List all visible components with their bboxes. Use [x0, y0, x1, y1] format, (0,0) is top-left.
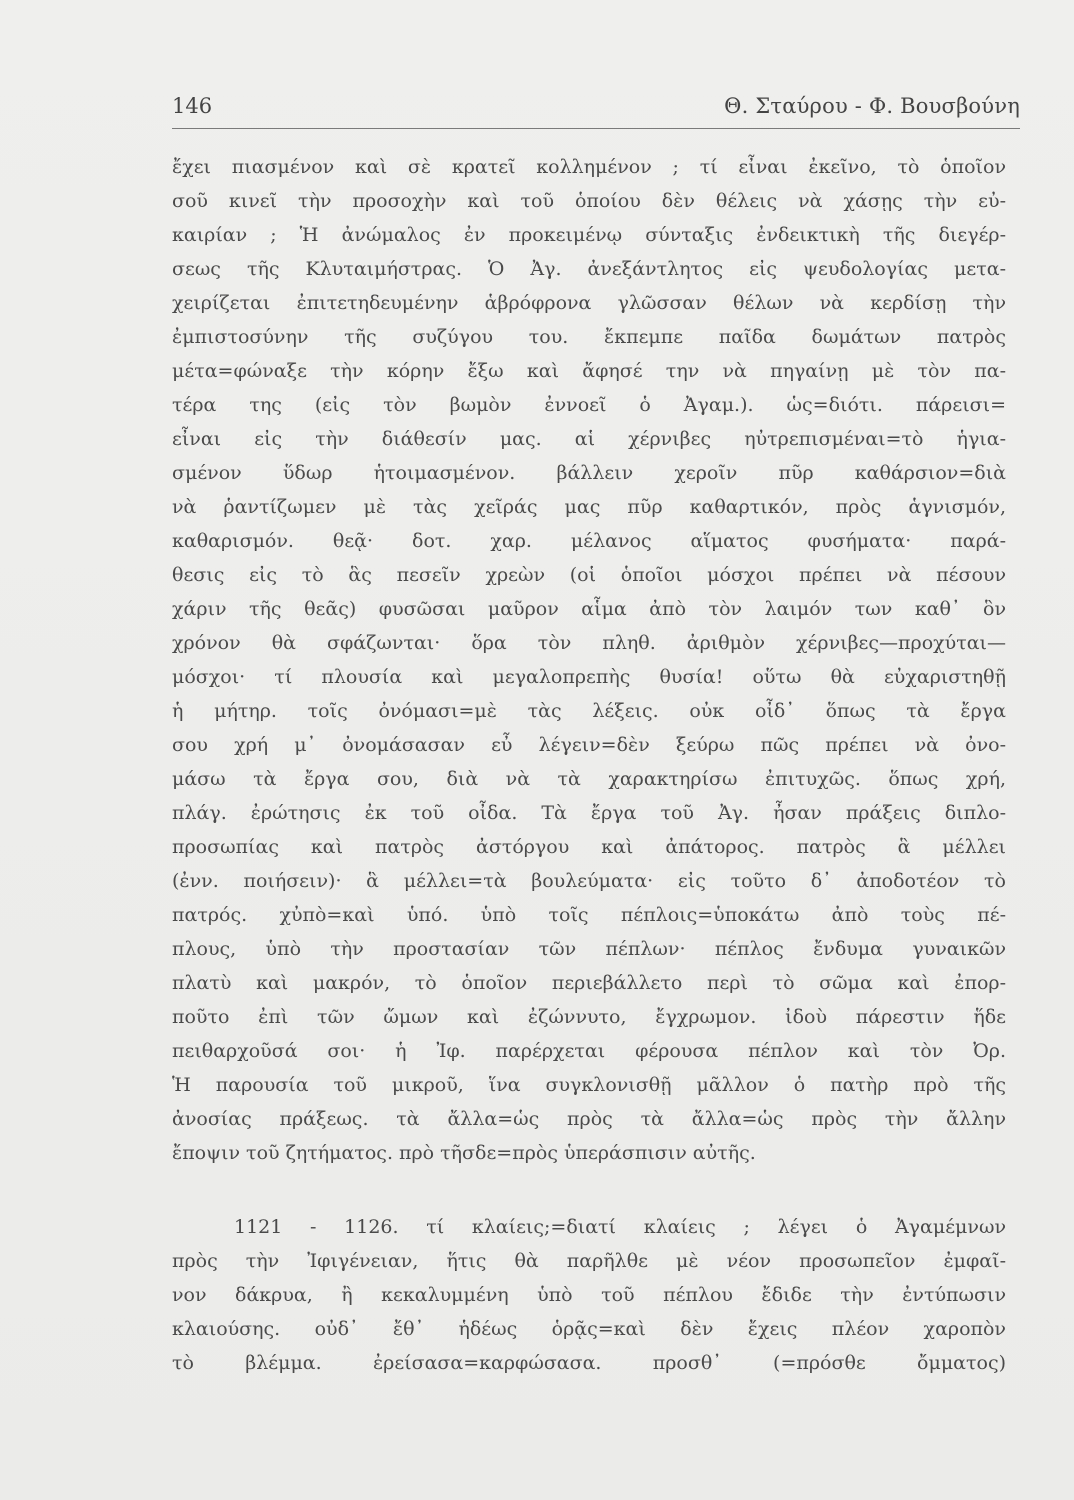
- text-line: νον δάκρυα, ἢ κεκαλυμμένη ὑπὸ τοῦ πέπλου ἔδιδε τὴν ἐντύπωσιν: [172, 1284, 1006, 1306]
- text-line: (ἐνν. ποιήσειν)· ἃ μέλλει=τὰ βουλεύματα· εἰς τοῦτο δ᾽ ἀποδοτέον τὸ: [172, 870, 1006, 892]
- text-line: εἶναι εἰς τὴν διάθεσίν μας. αἱ χέρνιβες ηὐτρεπισμέναι=τὸ ἡγια-: [172, 428, 1006, 450]
- text-line: σμένον ὕδωρ ἡτοιμασμένον. βάλλειν χεροῖν πῦρ καθάρσιον=διὰ: [172, 462, 1006, 484]
- text-line: πλατὺ καὶ μακρόν, τὸ ὁποῖον περιεβάλλετο περὶ τὸ σῶμα καὶ ἐπορ-: [172, 972, 1006, 994]
- text-line: ἔχει πιασμένον καὶ σὲ κρατεῖ κολλημένον ; τί εἶναι ἐκεῖνο, τὸ ὁποῖον: [172, 156, 1006, 178]
- text-line: πλάγ. ἐρώτησις ἐκ τοῦ οἶδα. Τὰ ἔργα τοῦ Ἀγ. ἦσαν πράξεις διπλο-: [172, 802, 1006, 824]
- text-line: προσωπίας καὶ πατρὸς ἀστόργου καὶ ἀπάτορος. πατρὸς ἃ μέλλει: [172, 836, 1006, 858]
- text-line: Ἡ παρουσία τοῦ μικροῦ, ἵνα συγκλονισθῇ μᾶλλον ὁ πατὴρ πρὸ τῆς: [172, 1074, 1006, 1096]
- text-line: κλαιούσης. οὐδ᾽ ἔθ᾽ ἡδέως ὁρᾷς=καὶ δὲν ἔχεις πλέον χαροπὸν: [172, 1318, 1006, 1340]
- running-head: Θ. Σταύρου - Φ. Βουσβούνη: [724, 94, 1020, 118]
- text-line: μέτα=φώναξε τὴν κόρην ἔξω καὶ ἄφησέ την νὰ πηγαίνῃ μὲ τὸν πα-: [172, 360, 1006, 382]
- text-line: νὰ ῥαντίζωμεν μὲ τὰς χεῖράς μας πῦρ καθαρτικόν, πρὸς ἁγνισμόν,: [172, 496, 1006, 518]
- text-line: πλους, ὑπὸ τὴν προστασίαν τῶν πέπλων· πέπλος ἔνδυμα γυναικῶν: [172, 938, 1006, 960]
- text-line: χρόνον θὰ σφάζωνται· ὅρα τὸν πληθ. ἀριθμὸν χέρνιβες—προχύται—: [172, 632, 1006, 654]
- text-line: τὸ βλέμμα. ἐρείσασα=καρφώσασα. προσθ᾽ (=πρόσθε ὄμματος): [172, 1352, 1006, 1374]
- text-line: πατρός. χὐπὸ=καὶ ὑπό. ὑπὸ τοῖς πέπλοις=ὑποκάτω ἀπὸ τοὺς πέ-: [172, 904, 1006, 926]
- text-line: σου χρή μ᾽ ὀνομάσασαν εὖ λέγειν=δὲν ξεύρω πῶς πρέπει νὰ ὀνο-: [172, 734, 1006, 756]
- text-line: ἡ μήτηρ. τοῖς ὀνόμασι=μὲ τὰς λέξεις. οὐκ οἶδ᾽ ὅπως τὰ ἔργα: [172, 700, 1006, 722]
- page-number: 146: [172, 94, 213, 118]
- commentary-paragraph: [172, 150, 1006, 1170]
- text-line: πειθαρχοῦσά σοι· ἡ Ἰφ. παρέρχεται φέρουσα πέπλον καὶ τὸν Ὀρ.: [172, 1040, 1006, 1062]
- text-line: ἐμπιστοσύνην τῆς συζύγου του. ἔκπεμπε παῖδα δωμάτων πατρὸς: [172, 326, 1006, 348]
- text-line: σοῦ κινεῖ τὴν προσοχὴν καὶ τοῦ ὁποίου δὲν θέλεις νὰ χάσῃς τὴν εὐ-: [172, 190, 1006, 212]
- text-line: 1121 - 1126. τί κλαίεις;=διατί κλαίεις ; λέγει ὁ Ἀγαμέμνων: [234, 1216, 1006, 1238]
- text-line: σεως τῆς Κλυταιμήστρας. Ὁ Ἀγ. ἀνεξάντλητος εἰς ψευδολογίας μετα-: [172, 258, 1006, 280]
- text-line: μόσχοι· τί πλουσία καὶ μεγαλοπρεπὴς θυσία! οὕτω θὰ εὐχαριστηθῇ: [172, 666, 1006, 688]
- text-line: χειρίζεται ἐπιτετηδευμένην ἁβρόφρονα γλῶσσαν θέλων νὰ κερδίσῃ τὴν: [172, 292, 1006, 314]
- text-line: ποῦτο ἐπὶ τῶν ὤμων καὶ ἐζώννυτο, ἔγχρωμον. ἰδοὺ πάρεστιν ἥδε: [172, 1006, 1006, 1028]
- text-line: ἀνοσίας πράξεως. τὰ ἄλλα=ὡς πρὸς τὰ ἄλλα=ὡς πρὸς τὴν ἄλλην: [172, 1108, 1006, 1130]
- text-line: θεσις εἰς τὸ ἃς πεσεῖν χρεὼν (οἱ ὁποῖοι μόσχοι πρέπει νὰ πέσουν: [172, 564, 1006, 586]
- text-line: μάσω τὰ ἔργα σου, διὰ νὰ τὰ χαρακτηρίσω ἐπιτυχῶς. ὅπως χρή,: [172, 768, 1006, 790]
- text-line: χάριν τῆς θεᾶς) φυσῶσαι μαῦρον αἷμα ἀπὸ τὸν λαιμόν των καθ᾽ ὃν: [172, 598, 1006, 620]
- page-header: [172, 88, 1020, 129]
- text-line: τέρα της (εἰς τὸν βωμὸν ἐννοεῖ ὁ Ἀγαμ.). ὡς=διότι. πάρεισι=: [172, 394, 1006, 416]
- text-line: ἔποψιν τοῦ ζητήματος. πρὸ τῆσδε=πρὸς ὑπεράσπισιν αὐτῆς.: [172, 1142, 756, 1164]
- text-line: καιρίαν ; Ἡ ἀνώμαλος ἐν προκειμένῳ σύνταξις ἐνδεικτικὴ τῆς διεγέρ-: [172, 224, 1006, 246]
- text-line: καθαρισμόν. θεᾷ· δοτ. χαρ. μέλανος αἵματος φυσήματα· παρά-: [172, 530, 1006, 552]
- commentary-paragraph: [172, 1210, 1006, 1380]
- text-line: πρὸς τὴν Ἰφιγένειαν, ἥτις θὰ παρῆλθε μὲ νέον προσωπεῖον ἐμφαῖ-: [172, 1250, 1006, 1272]
